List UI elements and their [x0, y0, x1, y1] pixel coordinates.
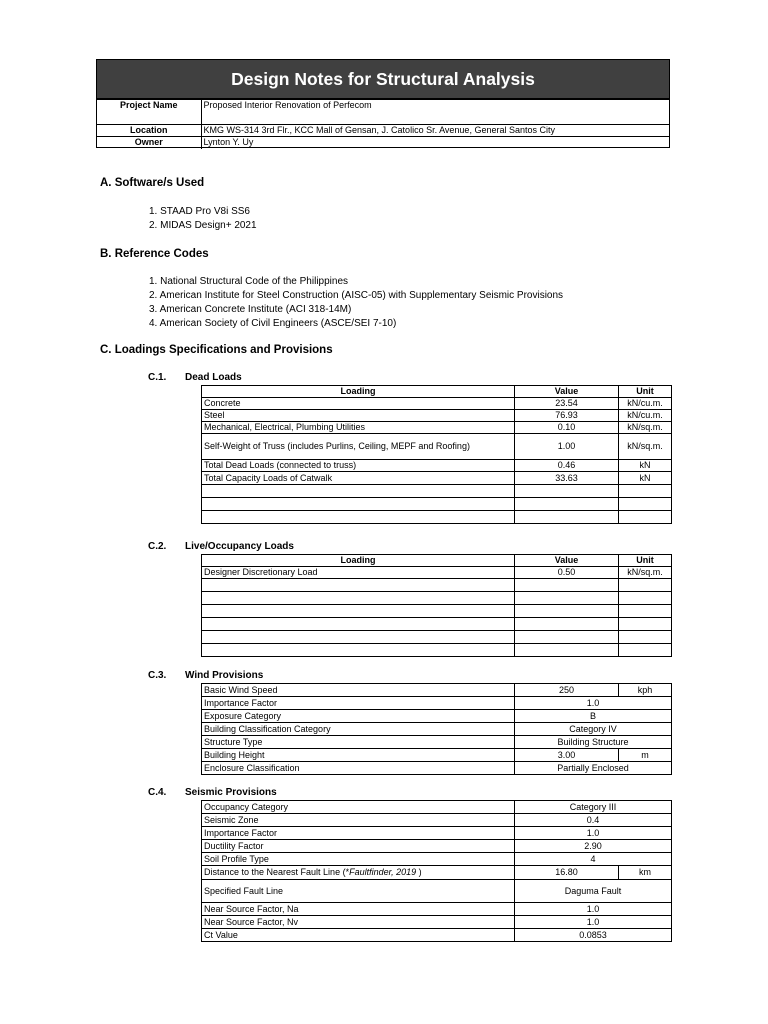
empty-row: [202, 498, 672, 511]
table-row: [202, 749, 672, 762]
live-loads-table: [201, 554, 672, 657]
table-header: Unit: [619, 386, 672, 398]
value-cell: 0.46: [515, 460, 619, 472]
loading-cell: Self-Weight of Truss (includes Purlins, Ceiling, MEPF and Roofing): [202, 434, 515, 460]
c1-number: C.1.: [148, 372, 167, 383]
unit-cell: kN: [619, 472, 672, 485]
table-header: Unit: [619, 555, 672, 567]
location-label: Location: [97, 125, 201, 137]
table-row: [202, 434, 672, 460]
c3-title: Wind Provisions: [185, 670, 264, 681]
loading-cell: Mechanical, Electrical, Plumbing Utilities: [202, 422, 515, 434]
unit-cell: kN/sq.m.: [619, 422, 672, 434]
table-row: [202, 880, 672, 903]
value-cell: B: [515, 710, 672, 723]
list-item: 1. STAAD Pro V8i SS6: [149, 206, 250, 217]
value-cell: 0.10: [515, 422, 619, 434]
unit-cell: km: [619, 866, 672, 880]
table-row: [202, 398, 672, 410]
value-cell: Category IV: [515, 723, 672, 736]
value-cell: 1.0: [515, 697, 672, 710]
table-header: Value: [515, 386, 619, 398]
parameter-cell: Soil Profile Type: [202, 853, 515, 866]
table-row: [202, 736, 672, 749]
value-cell: 2.90: [515, 840, 672, 853]
list-item: 3. American Concrete Institute (ACI 318-14M): [149, 304, 352, 315]
section-a-heading: A. Software/s Used: [100, 177, 205, 189]
c4-number: C.4.: [148, 787, 167, 798]
empty-row: [202, 485, 672, 498]
value-cell: 16.80: [515, 866, 619, 880]
parameter-cell: Importance Factor: [202, 697, 515, 710]
empty-row: [202, 631, 672, 644]
loading-cell: Steel: [202, 410, 515, 422]
reference-codes-list: [149, 275, 563, 331]
value-cell: 4: [515, 853, 672, 866]
value-cell: 0.0853: [515, 929, 672, 942]
empty-row: [202, 605, 672, 618]
value-cell: 23.54: [515, 398, 619, 410]
location-value: KMG WS-314 3rd Flr., KCC Mall of Gensan, J. Catolico Sr. Avenue, General Santos City: [201, 125, 669, 137]
c2-title: Live/Occupancy Loads: [185, 541, 294, 552]
empty-row: [202, 644, 672, 657]
parameter-cell: Seismic Zone: [202, 814, 515, 827]
project-info-table: [97, 99, 669, 149]
value-cell: 33.63: [515, 472, 619, 485]
loading-cell: Total Dead Loads (connected to truss): [202, 460, 515, 472]
value-cell: 1.0: [515, 827, 672, 840]
c3-number: C.3.: [148, 670, 167, 681]
parameter-cell: Exposure Category: [202, 710, 515, 723]
value-cell: 76.93: [515, 410, 619, 422]
parameter-cell: Ct Value: [202, 929, 515, 942]
parameter-cell: Specified Fault Line: [202, 880, 515, 903]
unit-cell: kN/sq.m.: [619, 567, 672, 579]
parameter-cell: Building Classification Category: [202, 723, 515, 736]
seismic-provisions-table: [201, 800, 672, 942]
unit-cell: kN/cu.m.: [619, 398, 672, 410]
c1-heading: [148, 372, 242, 383]
table-row: [202, 814, 672, 827]
c3-heading: [148, 670, 263, 681]
table-row: [202, 762, 672, 775]
loading-cell: Concrete: [202, 398, 515, 410]
parameter-cell: Occupancy Category: [202, 801, 515, 814]
header-block: [96, 59, 670, 148]
c2-number: C.2.: [148, 541, 167, 552]
list-item: 4. American Society of Civil Engineers (ASCE/SEI 7-10): [149, 318, 397, 329]
parameter-cell: Enclosure Classification: [202, 762, 515, 775]
parameter-cell: Basic Wind Speed: [202, 684, 515, 697]
c4-title: Seismic Provisions: [185, 787, 277, 798]
owner-value: Lynton Y. Uy: [201, 137, 669, 149]
fault-source-close: ): [416, 867, 422, 877]
wind-provisions-table: [201, 683, 672, 775]
list-item: 2. American Institute for Steel Construction (AISC-05) with Supplementary Seismic Provisions: [149, 290, 564, 301]
unit-cell: kN/cu.m.: [619, 410, 672, 422]
table-header: Value: [515, 555, 619, 567]
unit-cell: m: [619, 749, 672, 762]
table-row: [202, 801, 672, 814]
value-cell: Category III: [515, 801, 672, 814]
c4-heading: [148, 787, 277, 798]
section-b-heading: B. Reference Codes: [100, 248, 209, 260]
parameter-cell: [202, 866, 515, 880]
owner-label: Owner: [97, 137, 201, 149]
fault-source-italic: Faultfinder, 2019: [349, 867, 417, 877]
value-cell: 250: [515, 684, 619, 697]
value-cell: 1.00: [515, 434, 619, 460]
list-item: 1. National Structural Code of the Philippines: [149, 276, 349, 287]
table-row: [202, 853, 672, 866]
document-title: Design Notes for Structural Analysis: [97, 60, 669, 99]
table-row: [202, 723, 672, 736]
empty-row: [202, 579, 672, 592]
project-name-value: Proposed Interior Renovation of Perfecom: [201, 100, 669, 125]
software-list: [149, 205, 257, 233]
list-item: 2. MIDAS Design+ 2021: [149, 220, 257, 231]
parameter-cell: Structure Type: [202, 736, 515, 749]
empty-row: [202, 592, 672, 605]
fault-distance-label: Distance to the Nearest Fault Line (*: [204, 867, 350, 877]
table-row: [202, 827, 672, 840]
table-row: [202, 916, 672, 929]
parameter-cell: Ductility Factor: [202, 840, 515, 853]
table-header: Loading: [202, 555, 515, 567]
unit-cell: kph: [619, 684, 672, 697]
table-row: [202, 903, 672, 916]
table-row: [202, 710, 672, 723]
value-cell: Building Structure: [515, 736, 672, 749]
value-cell: Partially Enclosed: [515, 762, 672, 775]
table-row: [202, 567, 672, 579]
table-row: [202, 684, 672, 697]
c2-heading: [148, 541, 294, 552]
value-cell: 1.0: [515, 916, 672, 929]
table-row: [202, 460, 672, 472]
value-cell: 1.0: [515, 903, 672, 916]
table-row: [202, 840, 672, 853]
project-name-label: Project Name: [97, 100, 201, 125]
parameter-cell: Near Source Factor, Nv: [202, 916, 515, 929]
table-row: [202, 866, 672, 880]
dead-loads-table: [201, 385, 672, 524]
value-cell: 3.00: [515, 749, 619, 762]
parameter-cell: Importance Factor: [202, 827, 515, 840]
loading-cell: Total Capacity Loads of Catwalk: [202, 472, 515, 485]
c1-title: Dead Loads: [185, 372, 242, 383]
table-row: [202, 410, 672, 422]
section-c-heading: C. Loadings Specifications and Provisions: [100, 344, 333, 356]
unit-cell: kN: [619, 460, 672, 472]
table-row: [202, 929, 672, 942]
value-cell: 0.50: [515, 567, 619, 579]
loading-cell: Designer Discretionary Load: [202, 567, 515, 579]
empty-row: [202, 511, 672, 524]
table-row: [202, 472, 672, 485]
parameter-cell: Near Source Factor, Na: [202, 903, 515, 916]
table-row: [202, 422, 672, 434]
parameter-cell: Building Height: [202, 749, 515, 762]
value-cell: 0.4: [515, 814, 672, 827]
empty-row: [202, 618, 672, 631]
table-header: Loading: [202, 386, 515, 398]
unit-cell: kN/sq.m.: [619, 434, 672, 460]
value-cell: Daguma Fault: [515, 880, 672, 903]
table-row: [202, 697, 672, 710]
